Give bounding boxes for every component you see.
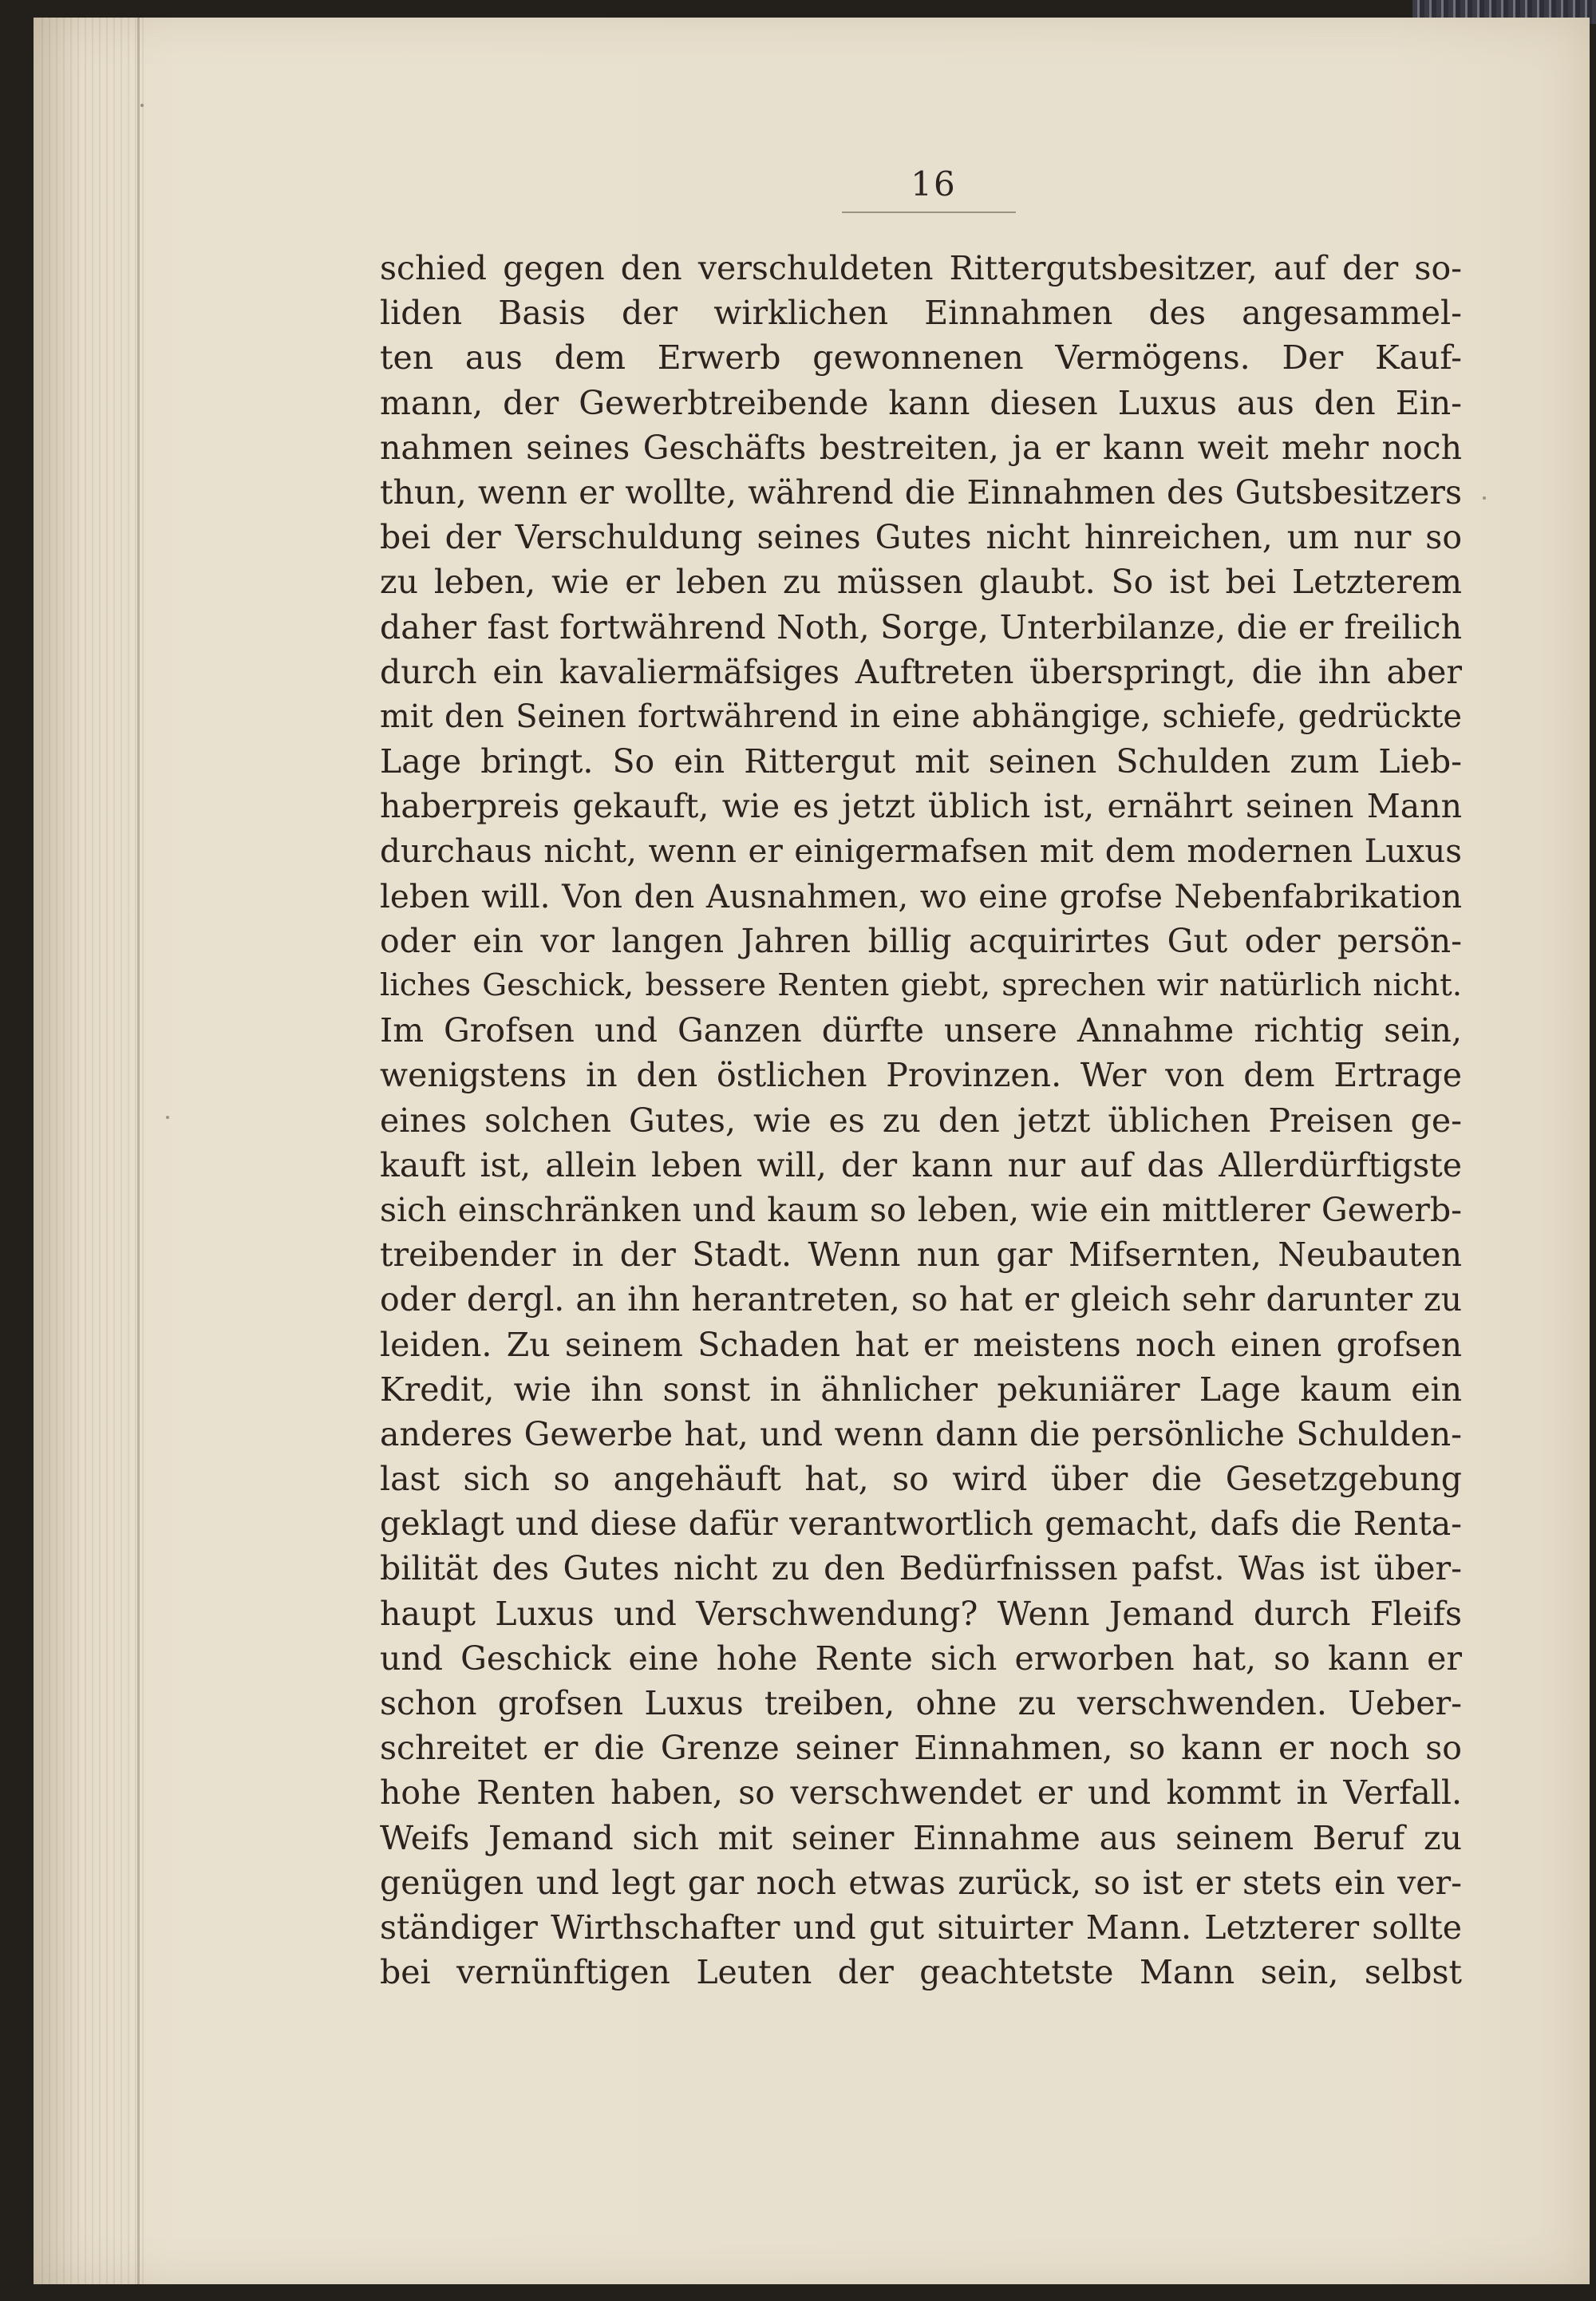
text-line: durchaus nicht, wenn er einigermafsen mit dem modernen Luxus: [380, 832, 1462, 871]
text-line: leiden. Zu seinem Schaden hat er meistens noch einen grofsen: [380, 1325, 1462, 1364]
text-line: schreitet er die Grenze seiner Einnahmen, so kann er noch so: [380, 1729, 1462, 1768]
page-number-rule: [842, 212, 1016, 213]
text-line: eines solchen Gutes, wie es zu den jetzt üblichen Preisen ge-: [380, 1101, 1462, 1140]
text-line: thun, wenn er wollte, während die Einnahmen des Gutsbesitzers: [380, 472, 1462, 512]
text-line: Kredit, wie ihn sonst in ähnlicher pekuniärer Lage kaum ein: [380, 1370, 1462, 1409]
text-line: zu leben, wie er leben zu müssen glaubt. So ist bei Letzterem: [380, 563, 1462, 602]
binding-fold: [137, 18, 140, 2284]
text-line: last sich so angehäuft hat, so wird über die Gesetzgebung: [380, 1460, 1462, 1499]
text-line: sich einschränken und kaum so leben, wie ein mittlerer Gewerb-: [380, 1190, 1462, 1229]
text-line: Im Grofsen und Ganzen dürfte unsere Annahme richtig sein,: [380, 1011, 1462, 1050]
paper-speck: [166, 1116, 169, 1119]
text-line: oder dergl. an ihn herantreten, so hat er gleich sehr darunter zu: [380, 1280, 1462, 1319]
text-line: schied gegen den verschuldeten Rittergutsbesitzer, auf der so-: [380, 249, 1462, 287]
text-line: kauft ist, allein leben will, der kann nur auf das Allerdürftigste: [380, 1145, 1462, 1184]
text-line: daher fast fortwährend Noth, Sorge, Unterbilanze, die er freilich: [380, 607, 1462, 646]
body-text: [380, 246, 1462, 1995]
text-line: anderes Gewerbe hat, und wenn dann die persönliche Schulden-: [380, 1414, 1462, 1453]
text-line: Lage bringt. So ein Rittergut mit seinen Schulden zum Lieb-: [380, 742, 1462, 781]
text-line: liden Basis der wirklichen Einnahmen des angesammel-: [380, 294, 1462, 333]
text-line: oder ein vor langen Jahren billig acquirirtes Gut oder persön-: [380, 921, 1462, 960]
text-line: bei der Verschuldung seines Gutes nicht hinreichen, um nur so: [380, 518, 1462, 557]
text-line: haupt Luxus und Verschwendung? Wenn Jemand durch Fleifs: [380, 1594, 1462, 1633]
text-line: schon grofsen Luxus treiben, ohne zu verschwenden. Ueber-: [380, 1684, 1462, 1722]
text-line: bilität des Gutes nicht zu den Bedürfnissen pafst. Was ist über-: [380, 1549, 1462, 1588]
paper-speck: [140, 104, 144, 107]
text-line: ten aus dem Erwerb gewonnenen Vermögens. Der Kauf-: [380, 338, 1462, 378]
text-line: Weifs Jemand sich mit seiner Einnahme aus seinem Beruf zu: [380, 1818, 1462, 1857]
text-line: geklagt und diese dafür verantwortlich gemacht, dafs die Renta-: [380, 1504, 1462, 1544]
text-line: wenigstens in den östlichen Provinzen. Wer von dem Ertrage: [380, 1056, 1462, 1095]
paper-speck: [1483, 496, 1486, 500]
text-line: leben will. Von den Ausnahmen, wo eine grofse Nebenfabrikation: [380, 876, 1462, 915]
text-line: mann, der Gewerbtreibende kann diesen Luxus aus den Ein-: [380, 383, 1462, 422]
text-line: liches Geschick, bessere Renten giebt, sprechen wir natürlich nicht.: [380, 967, 1462, 1003]
text-line: nahmen seines Geschäfts bestreiten, ja er kann weit mehr noch: [380, 428, 1462, 467]
text-line: bei vernünftigen Leuten der geachtetste Mann sein, selbst: [380, 1953, 1462, 1992]
text-line: haberpreis gekauft, wie es jetzt üblich ist, ernährt seinen Mann: [380, 787, 1462, 826]
text-line: durch ein kavaliermäfsiges Auftreten überspringt, die ihn aber: [380, 652, 1462, 691]
text-line: mit den Seinen fortwährend in eine abhängige, schiefe, gedrückte: [380, 698, 1462, 735]
text-line: treibender in der Stadt. Wenn nun gar Mifsernten, Neubauten: [380, 1236, 1462, 1275]
text-line: und Geschick eine hohe Rente sich erworben hat, so kann er: [380, 1639, 1462, 1678]
text-line: genügen und legt gar noch etwas zurück, so ist er stets ein ver-: [380, 1863, 1462, 1902]
page-stack-edges: [41, 18, 145, 2284]
text-line: ständiger Wirthschafter und gut situirter Mann. Letzterer sollte: [380, 1908, 1462, 1947]
text-line: hohe Renten haben, so verschwendet er und kommt in Verfall.: [380, 1773, 1462, 1813]
page-number: 16: [911, 164, 957, 204]
